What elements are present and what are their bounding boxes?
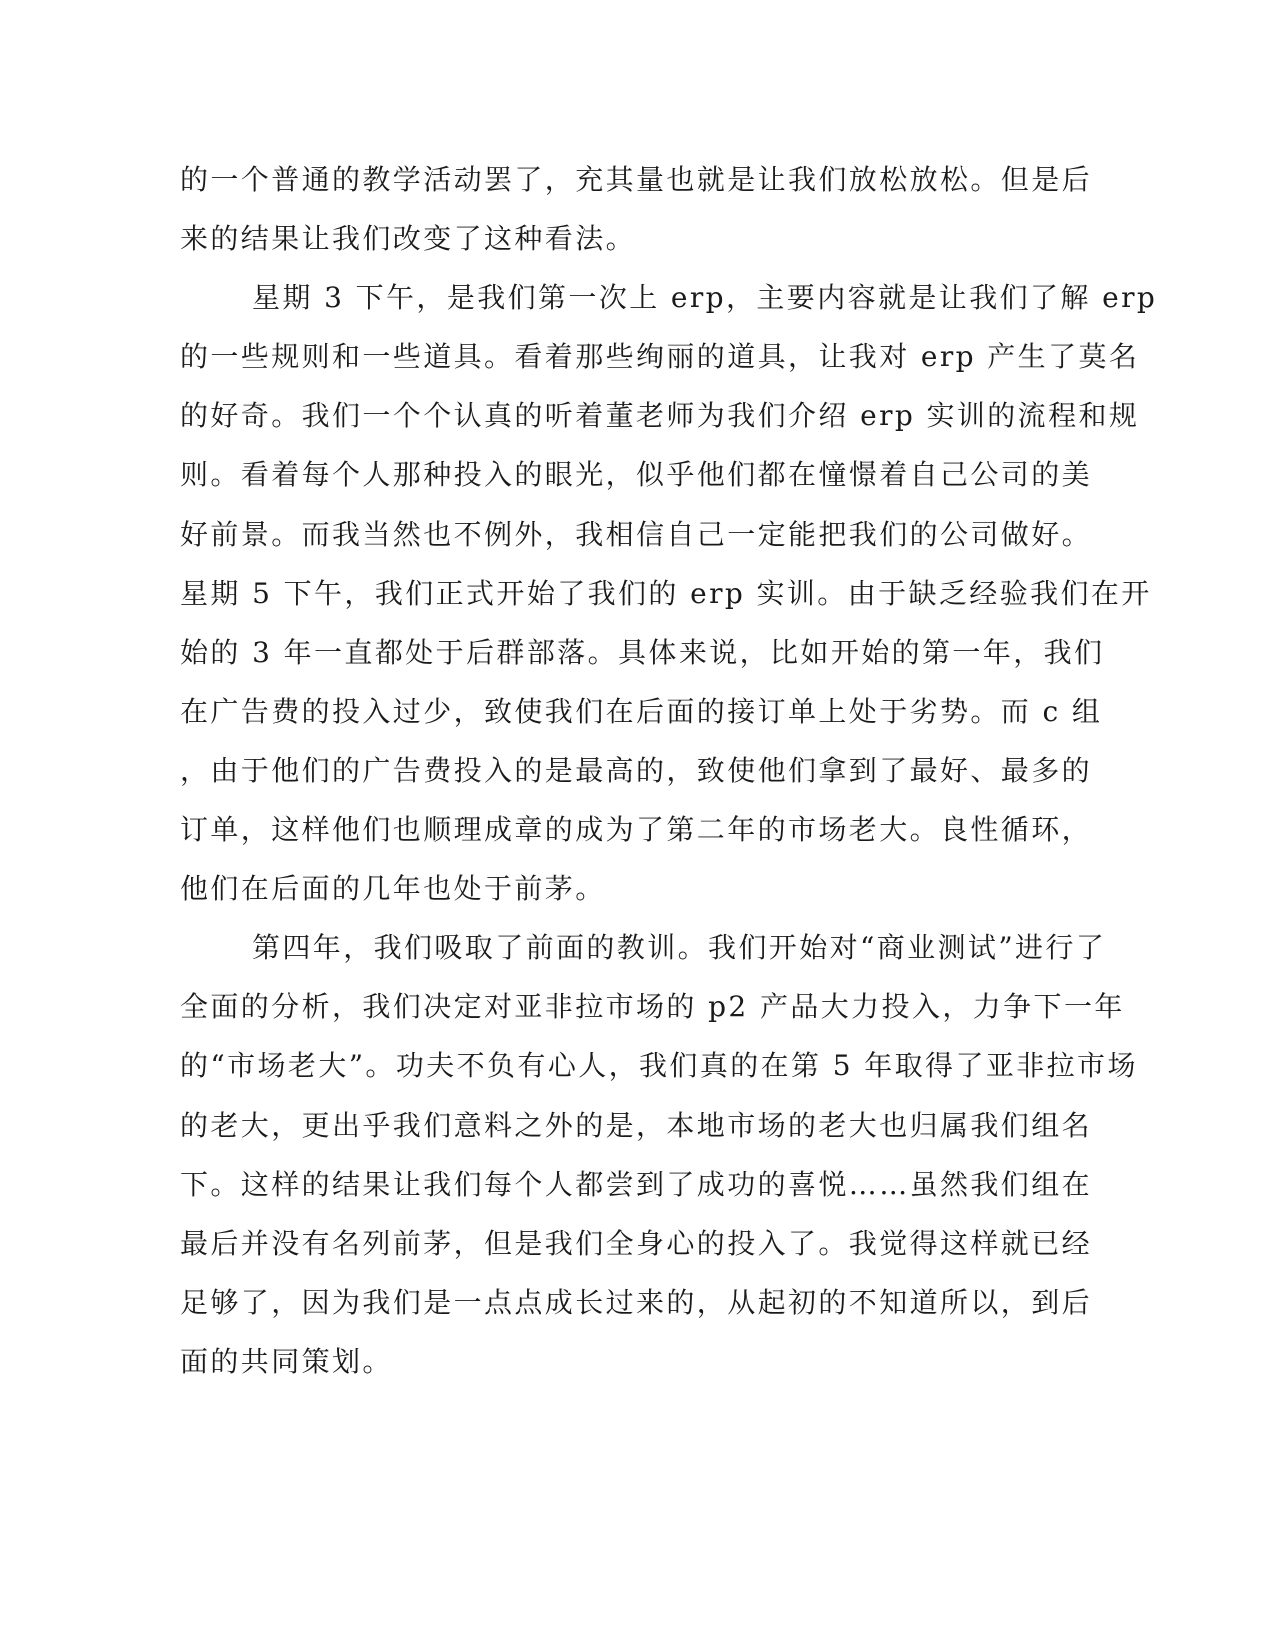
text-line: 来的结果让我们改变了这种看法。 [180,222,637,256]
text-line: 的好奇。我们一个个认真的听着董老师为我们介绍 erp 实训的流程和规 [180,399,1140,433]
text-line: 全面的分析，我们决定对亚非拉市场的 p2 产品大力投入，力争下一年 [180,990,1125,1024]
text-line: 他们在后面的几年也处于前茅。 [180,872,606,906]
text-line: 下。这样的结果让我们每个人都尝到了成功的喜悦……虽然我们组在 [180,1167,1093,1201]
body-text [180,150,1158,1391]
paragraph-first-line: 第四年，我们吸取了前面的教训。我们开始对“商业测试”进行了 [252,931,1107,965]
text-line: 星期 5 下午，我们正式开始了我们的 erp 实训。由于缺乏经验我们在开 [180,576,1152,610]
text-line: 的一个普通的教学活动罢了，充其量也就是让我们放松放松。但是后 [180,163,1093,196]
text-line: 始的 3 年一直都处于后群部落。具体来说，比如开始的第一年，我们 [180,635,1105,669]
paragraph-first-line: 星期 3 下午，是我们第一次上 erp，主要内容就是让我们了解 erp [252,281,1158,315]
text-line: 足够了，因为我们是一点点成长过来的，从起初的不知道所以，到后 [180,1285,1093,1319]
text-line: 最后并没有名列前茅，但是我们全身心的投入了。我觉得这样就已经 [180,1226,1093,1260]
text-line: 在广告费的投入过少，致使我们在后面的接订单上处于劣势。而 c 组 [180,694,1103,728]
text-line: ，由于他们的广告费投入的是最高的，致使他们拿到了最好、最多的 [180,753,1093,787]
text-line: 的一些规则和一些道具。看着那些绚丽的道具，让我对 erp 产生了莫名 [180,340,1140,374]
text-line: 则。看着每个人那种投入的眼光，似乎他们都在憧憬着自己公司的美 [180,458,1093,492]
text-line: 好前景。而我当然也不例外，我相信自己一定能把我们的公司做好。 [180,517,1093,551]
text-line: 订单，这样他们也顺理成章的成为了第二年的市场老大。良性循环， [180,813,1093,847]
text-line: 面的共同策划。 [180,1344,393,1378]
text-line: 的老大，更出乎我们意料之外的是，本地市场的老大也归属我们组名 [180,1108,1093,1142]
text-line: 的“市场老大”。功夫不负有心人，我们真的在第 5 年取得了亚非拉市场 [180,1049,1138,1083]
